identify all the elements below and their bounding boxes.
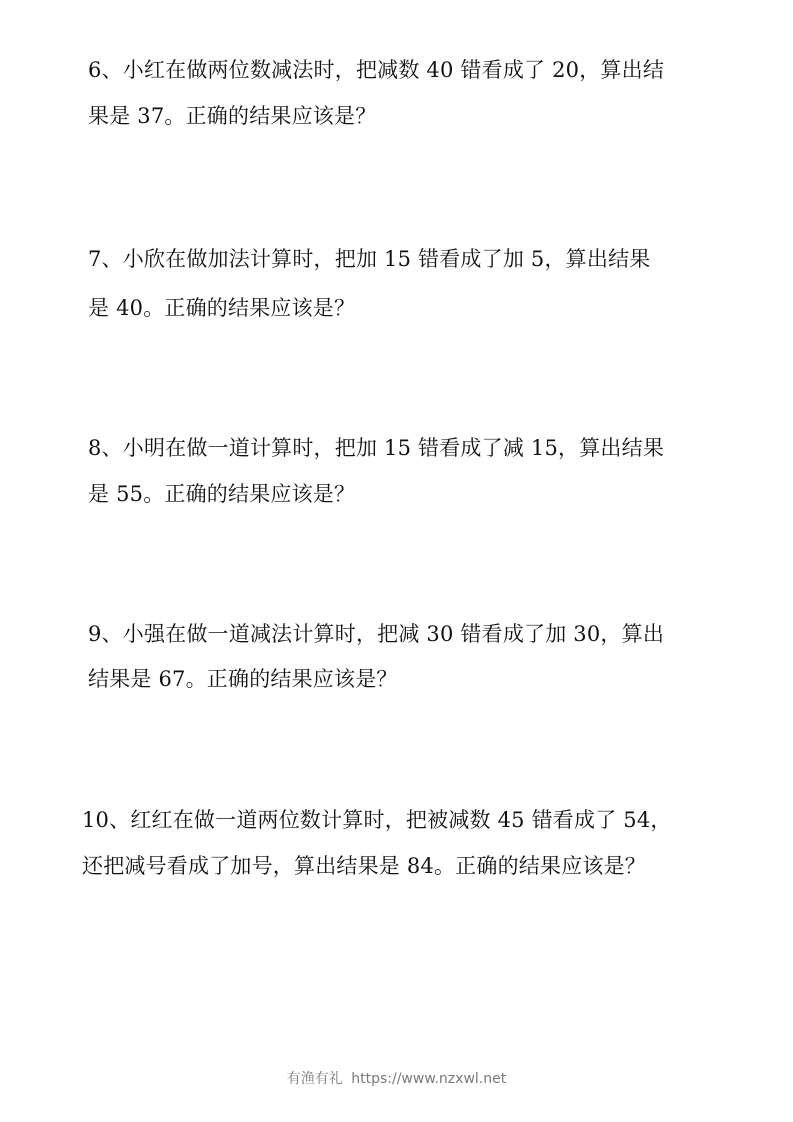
question-line: 9、小强在做一道减法计算时，把减 30 错看成了加 30，算出 xyxy=(88,622,665,646)
question-line: 8、小明在做一道计算时，把加 15 错看成了减 15，算出结果 xyxy=(88,436,665,460)
question-line: 是 55。正确的结果应该是？ xyxy=(88,482,356,506)
question-line: 是 40。正确的结果应该是？ xyxy=(88,296,356,320)
question-line: 6、小红在做两位数减法时，把减数 40 错看成了 20，算出结 xyxy=(88,58,665,82)
question-line: 果是 37。正确的结果应该是？ xyxy=(88,104,377,128)
question-line: 10、红红在做一道两位数计算时，把被减数 45 错看成了 54， xyxy=(82,808,672,832)
footer-watermark xyxy=(0,1069,793,1089)
question-line: 结果是 67。正确的结果应该是？ xyxy=(88,667,398,691)
question-line: 7、小欣在做加法计算时，把加 15 错看成了加 5，算出结果 xyxy=(88,247,651,271)
footer-site-name: 有渔有礼 xyxy=(286,1071,343,1087)
footer-url: https://www.nzxwl.net xyxy=(351,1071,507,1087)
question-line: 还把减号看成了加号，算出结果是 84。正确的结果应该是？ xyxy=(82,854,646,878)
